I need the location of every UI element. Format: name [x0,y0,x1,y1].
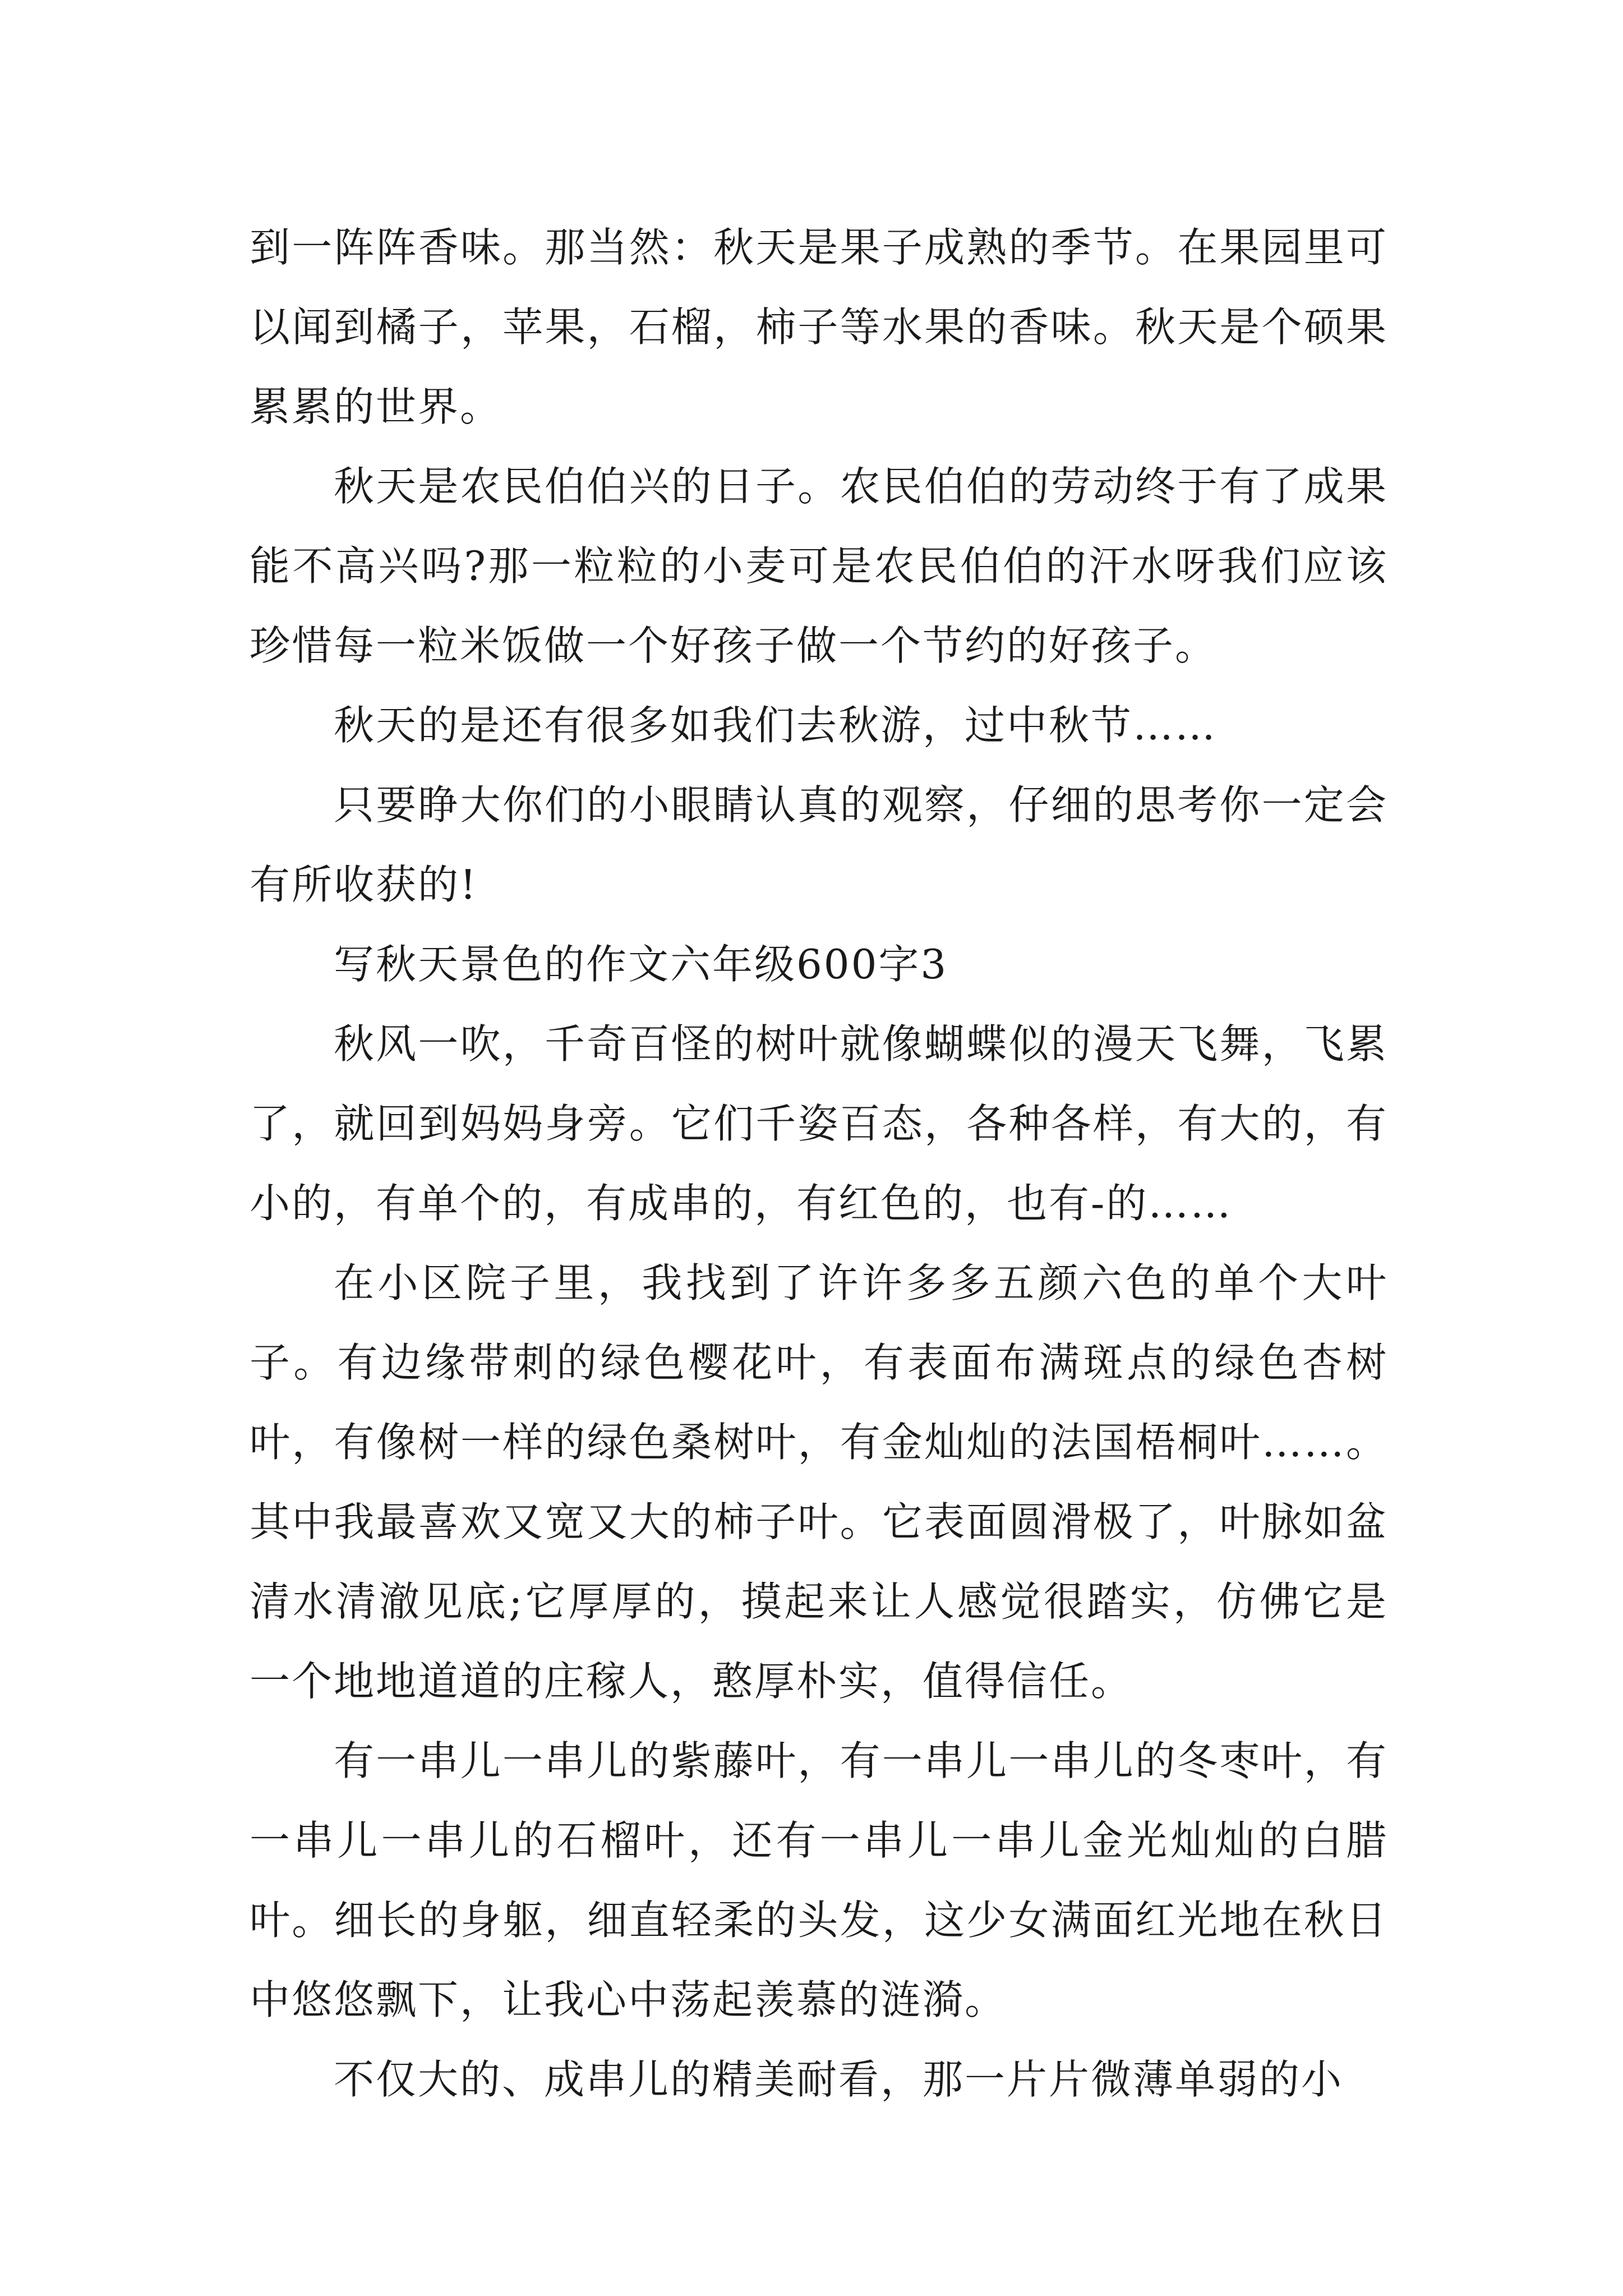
paragraph-3: 秋天的是还有很多如我们去秋游，过中秋节…… [334,702,1218,749]
paragraph-5: 秋风一吹，千奇百怪的树叶就像蝴蝶似的漫天飞舞，飞累了，就回到妈妈身旁。它们千姿百态，各种各样，有大的，有小的，有单个的，有成串的，有红色的，也有-的…… [250,1020,1388,1227]
section-heading: 写秋天景色的作文六年级600字3 [334,941,948,988]
paragraph-7: 有一串儿一串儿的紫藤叶，有一串儿一串儿的冬枣叶，有一串儿一串儿的石榴叶，还有一串儿一串儿金光灿灿的白腊叶。细长的身躯，细直轻柔的头发，这少女满面红光地在秋日中悠悠飘下，让我心中荡起羡慕的涟漪。 [250,1737,1388,2023]
paragraph-6: 在小区院子里，我找到了许许多多五颜六色的单个大叶子。有边缘带刺的绿色樱花叶，有表面布满斑点的绿色杏树叶，有像树一样的绿色桑树叶，有金灿灿的法国梧桐叶……。其中我最喜欢又宽又大的柿子叶。它表面圆滑极了，叶脉如盆清水清澈见底;它厚厚的，摸起来让人感觉很踏实，仿佛它是一个地地道道的庄稼人，憨厚朴实，值得信任。 [250,1259,1388,1705]
paragraph-1: 到一阵阵香味。那当然：秋天是果子成熟的季节。在果园里可以闻到橘子，苹果，石榴，柿子等水果的香味。秋天是个硕果累累的世界。 [250,224,1388,430]
essay-body [250,208,1388,2119]
paragraph-8: 不仅大的、成串儿的精美耐看，那一片片微薄单弱的小 [334,2056,1344,2103]
paragraph-2: 秋天是农民伯伯兴的日子。农民伯伯的劳动终于有了成果能不高兴吗?那一粒粒的小麦可是农民伯伯的汗水呀我们应该珍惜每一粒米饭做一个好孩子做一个节约的好孩子。 [250,463,1388,669]
paragraph-4: 只要睁大你们的小眼睛认真的观察，仔细的思考你一定会有所收获的! [250,781,1388,908]
